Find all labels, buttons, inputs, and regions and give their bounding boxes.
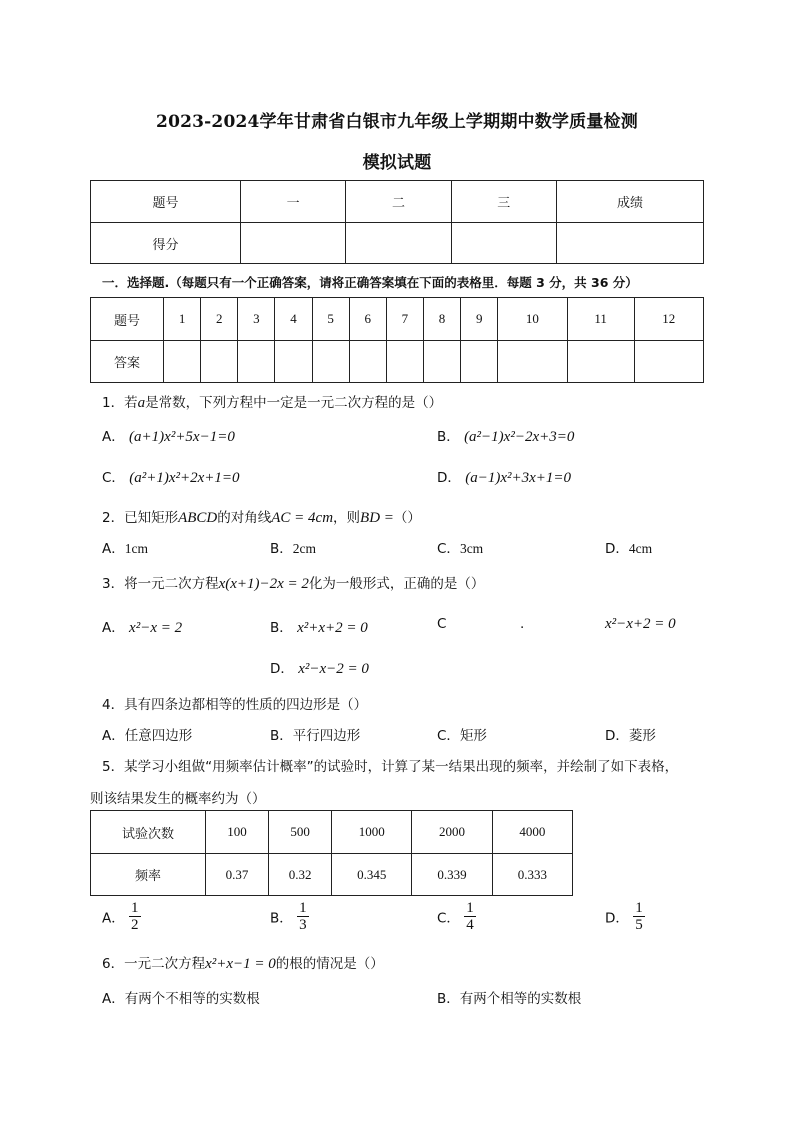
answer-blank-cell[interactable] xyxy=(349,341,386,383)
q3-option-b[interactable]: B． x²+x+2 = 0 xyxy=(270,620,368,636)
frequency-cell: 0.32 xyxy=(269,854,332,896)
question-5-stem-line2: 则该结果发生的概率约为（） xyxy=(90,791,266,807)
q3-option-c-dot: . xyxy=(520,616,525,632)
answer-number-cell: 5 xyxy=(312,298,349,341)
trial-count-cell: 500 xyxy=(269,811,332,854)
q4-option-d[interactable]: D．菱形 xyxy=(605,728,656,744)
answer-number-cell: 12 xyxy=(634,298,703,341)
q3-option-a[interactable]: A． x²−x = 2 xyxy=(102,620,183,636)
frequency-cell: 0.37 xyxy=(206,854,269,896)
question-3-stem: 3．将一元二次方程x(x+1)−2x = 2化为一般形式，正确的是（） xyxy=(102,576,485,592)
q4-option-a[interactable]: A．任意四边形 xyxy=(102,728,193,744)
frequency-cell: 0.339 xyxy=(412,854,492,896)
answer-table-label: 答案 xyxy=(91,341,164,383)
answer-number-cell: 4 xyxy=(275,298,312,341)
score-header: 题号 xyxy=(91,181,241,223)
q5-option-a[interactable]: A． $\frac{1}{2}$ xyxy=(102,900,139,933)
score-header: 一 xyxy=(240,181,345,223)
question-6-stem: 6．一元二次方程x²+x−1 = 0的根的情况是（） xyxy=(102,956,384,972)
answer-blank-cell[interactable] xyxy=(275,341,312,383)
trial-count-cell: 2000 xyxy=(412,811,492,854)
score-header: 三 xyxy=(451,181,556,223)
q1-option-c[interactable]: C． (a²+1)x²+2x+1=0 xyxy=(102,470,240,486)
answer-blank-cell[interactable] xyxy=(498,341,567,383)
answer-table xyxy=(90,297,704,383)
page-subtitle: 模拟试题 xyxy=(362,153,432,173)
answer-blank-cell[interactable] xyxy=(312,341,349,383)
q1-option-d[interactable]: D． (a−1)x²+3x+1=0 xyxy=(437,470,571,486)
q6-option-a[interactable]: A．有两个不相等的实数根 xyxy=(102,991,260,1007)
answer-blank-cell[interactable] xyxy=(164,341,201,383)
answer-number-cell: 11 xyxy=(567,298,634,341)
q4-option-b[interactable]: B．平行四边形 xyxy=(270,728,361,744)
score-cell[interactable] xyxy=(346,223,451,264)
q1-option-a[interactable]: A． (a+1)x²+5x−1=0 xyxy=(102,429,235,445)
answer-blank-cell[interactable] xyxy=(238,341,275,383)
q3-option-d[interactable]: D． x²−x−2 = 0 xyxy=(270,661,369,677)
answer-number-cell: 10 xyxy=(498,298,567,341)
answer-blank-cell[interactable] xyxy=(567,341,634,383)
q2-option-c[interactable]: C．3cm xyxy=(437,541,484,557)
q6-option-b[interactable]: B．有两个相等的实数根 xyxy=(437,991,582,1007)
q3-option-c[interactable]: C xyxy=(437,616,447,632)
q2-option-b[interactable]: B．2cm xyxy=(270,541,317,557)
q2-option-a[interactable]: A．1cm xyxy=(102,541,148,557)
score-cell[interactable] xyxy=(556,223,703,264)
section-heading: 一．选择题.（每题只有一个正确答案，请将正确答案填在下面的表格里．每题 3 分，共 36 分） xyxy=(102,275,638,290)
answer-number-cell: 6 xyxy=(349,298,386,341)
score-row-label: 得分 xyxy=(91,223,241,264)
q4-option-c[interactable]: C．矩形 xyxy=(437,728,487,744)
frequency-cell: 0.345 xyxy=(332,854,412,896)
frequency-table xyxy=(90,810,573,896)
question-2-stem: 2．已知矩形ABCD的对角线AC = 4cm，则BD =（） xyxy=(102,510,421,526)
frequency-cell: 0.333 xyxy=(492,854,572,896)
q3-option-c-expr: x²−x+2 = 0 xyxy=(605,616,676,632)
answer-number-cell: 9 xyxy=(461,298,498,341)
question-5-stem-line1: 5．某学习小组做“用频率估计概率”的试验时，计算了某一结果出现的频率，并绘制了如下表格， xyxy=(102,759,679,775)
q5-option-d[interactable]: D． $\frac{1}{5}$ xyxy=(605,900,643,933)
score-table xyxy=(90,180,704,264)
trial-count-cell: 4000 xyxy=(492,811,572,854)
q1-option-b[interactable]: B． (a²−1)x²−2x+3=0 xyxy=(437,429,575,445)
answer-blank-cell[interactable] xyxy=(386,341,423,383)
q5-option-c[interactable]: C． $\frac{1}{4}$ xyxy=(437,900,474,933)
answer-table-label: 题号 xyxy=(91,298,164,341)
answer-number-cell: 2 xyxy=(201,298,238,341)
question-4-stem: 4．具有四条边都相等的性质的四边形是（） xyxy=(102,697,368,713)
answer-blank-cell[interactable] xyxy=(423,341,460,383)
answer-number-cell: 1 xyxy=(164,298,201,341)
frequency-table-label: 频率 xyxy=(91,854,206,896)
answer-number-cell: 7 xyxy=(386,298,423,341)
score-header: 成绩 xyxy=(556,181,703,223)
score-cell[interactable] xyxy=(240,223,345,264)
trial-count-cell: 1000 xyxy=(332,811,412,854)
answer-blank-cell[interactable] xyxy=(461,341,498,383)
score-header: 二 xyxy=(346,181,451,223)
score-cell[interactable] xyxy=(451,223,556,264)
page-title: 2023-2024学年甘肃省白银市九年级上学期期中数学质量检测 xyxy=(156,112,638,132)
q5-option-b[interactable]: B． $\frac{1}{3}$ xyxy=(270,900,307,933)
q2-option-d[interactable]: D．4cm xyxy=(605,541,653,557)
question-1-stem: 1．若a是常数，下列方程中一定是一元二次方程的是（） xyxy=(102,395,443,411)
answer-blank-cell[interactable] xyxy=(634,341,703,383)
frequency-table-label: 试验次数 xyxy=(91,811,206,854)
trial-count-cell: 100 xyxy=(206,811,269,854)
answer-blank-cell[interactable] xyxy=(201,341,238,383)
answer-number-cell: 8 xyxy=(423,298,460,341)
answer-number-cell: 3 xyxy=(238,298,275,341)
